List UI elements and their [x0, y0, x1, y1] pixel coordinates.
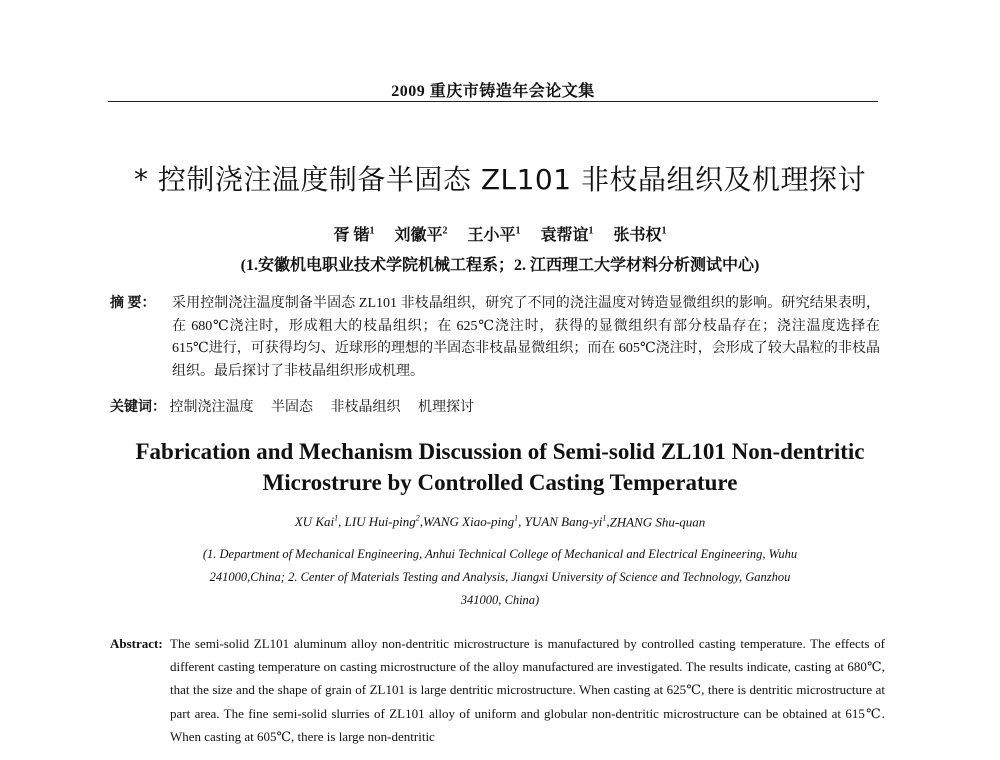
- english-author: XU Kai$^1$,: [294, 514, 345, 530]
- english-authors: [100, 514, 900, 530]
- english-author: YUAN Bang-$yi^1$,: [524, 514, 610, 530]
- chinese-author: 刘徽平$^2$: [394, 225, 448, 244]
- english-abstract-label: Abstract:: [110, 636, 163, 651]
- english-abstract: [110, 632, 885, 748]
- keyword: 非枝晶组织: [330, 400, 401, 415]
- keyword: 半固态: [271, 400, 313, 415]
- chinese-abstract-label: 摘 要：: [110, 296, 156, 311]
- english-abstract-text: The semi-solid ZL101 aluminum alloy non-dentritic microstructure is manufactured by controlled casting temperature. The effects of different casting temperature on casting microstructure of the alloy manufactured are investigated. The results indicate, casting at 680℃, that the size and the shape of grain of ZL101 is large dentritic microstructure. When casting at 625℃, there is dentritic microstructure at part area. The fine semi-solid slurries of ZL101 alloy of uniform and globular non-dentritic microstructure can be obtained at 615℃. When casting at 605℃, there is large non-dentritic: [170, 636, 885, 744]
- chinese-abstract: [110, 293, 880, 383]
- chinese-keywords: [110, 396, 880, 416]
- chinese-abstract-text: 采用控制浇注温度制备半固态 ZL101 非枝晶组织，研究了不同的浇注温度对铸造显微组织的影响。研究结果表明，在 680℃浇注时，形成粗大的枝晶组织；在 625℃浇注时，获得的显微组织有部分枝晶存在；浇注温度选择在 615℃进行，可获得均匀、近球形的理想的半固态非枝晶显微组织；而在 605℃浇注时，会形成了较大晶粒的非枝晶组织。最后探讨了非枝晶组织形成机理。: [172, 296, 880, 379]
- chinese-title: * 控制浇注温度制备半固态 ZL101 非枝晶组织及机理探讨: [134, 163, 866, 196]
- header-rule: [108, 101, 878, 102]
- chinese-author: 张书权$^1$: [613, 225, 667, 244]
- keyword: 机理探讨: [418, 400, 474, 415]
- english-title-line: Microstrure by Controlled Casting Temperature: [262, 470, 738, 495]
- english-title-line: Fabrication and Mechanism Discussion of Semi-solid ZL101 Non-dentritic: [135, 439, 865, 464]
- running-header: 2009 重庆市铸造年会论文集: [391, 83, 595, 100]
- english-affiliation-line: 241000,China; 2. Center of Materials Testing and Analysis, Jiangxi University of Science and Technology, Ganzhou: [209, 570, 791, 584]
- english-author: WANG Xiao-ping$^1$,: [423, 514, 525, 530]
- english-affiliation: [120, 543, 880, 612]
- english-affiliation-line: (1. Department of Mechanical Engineering, Anhui Technical College of Mechanical and Electrical Engineering, Wuhu: [202, 547, 798, 561]
- keyword: 控制浇注温度: [169, 400, 254, 415]
- english-author: ZHANG Shu-quan: [609, 514, 706, 530]
- keywords-label: 关键词：: [110, 400, 166, 415]
- english-author: LIU Hui-ping$^2$,: [344, 514, 423, 530]
- chinese-author: 胥 锴$^1$: [333, 225, 375, 244]
- chinese-affiliation: (1.安徽机电职业技术学院机械工程系；2. 江西理工大学材料分析测试中心): [240, 257, 760, 274]
- english-affiliation-line: 341000, China): [460, 593, 540, 607]
- english-title: [60, 436, 940, 498]
- chinese-author: 王小平$^1$: [467, 225, 521, 244]
- chinese-authors: [100, 222, 900, 245]
- chinese-author: 袁帮谊$^1$: [540, 225, 594, 244]
